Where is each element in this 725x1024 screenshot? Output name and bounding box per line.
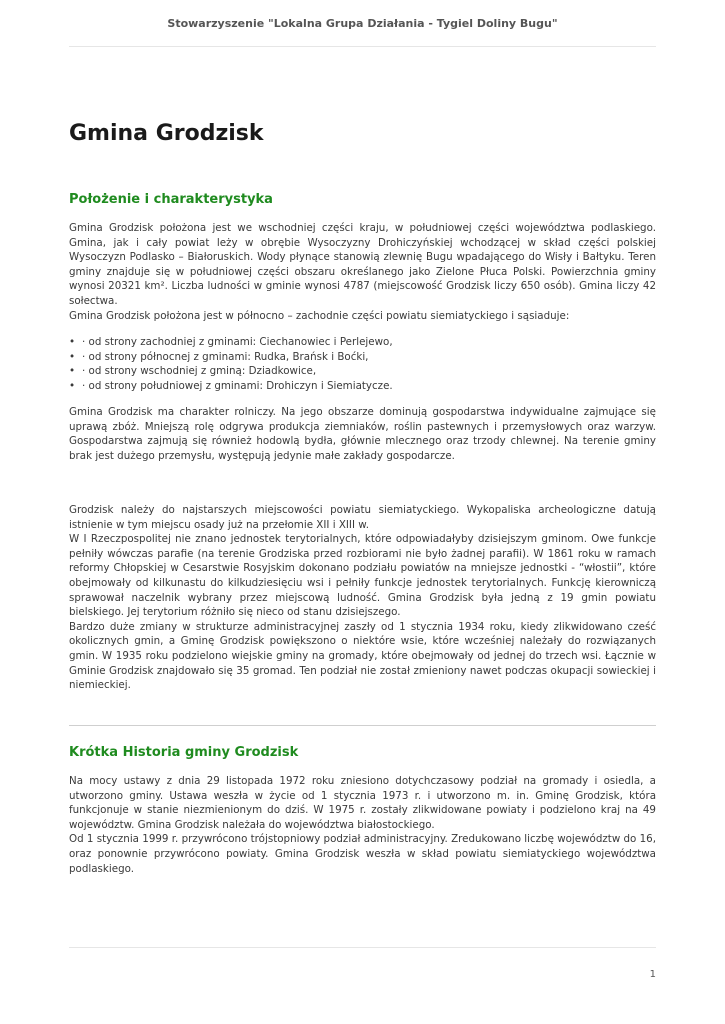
list-item-text: · od strony północnej z gminami: Rudka, Brańsk i Boćki, <box>82 350 369 363</box>
paragraph-line: W I Rzeczpospolitej nie znano jednostek terytorialnych, które odpowiadałyby dzisiejszym gminom. Owe funkcje pełniły wówczas parafie (na terenie Grodziska przed rozbiorami nie było żadnej parafii). W 1861 roku w ramach reformy Chłopskiej w Cesarstwie Rosyjskim dokonano podziału powiatów na mniejsze jednostki - “włostii”, które obejmowały od kilkunastu do kilkudziesięciu wsi i pełniły funkcje jednostek terytorialnych. Funkcję kierowniczą sprawował naczelnik wybrany przez miejscową ludność. Gmina Grodzisk była jedną z 19 gmin powiatu bielskiego. Jej terytorium różniło się nieco od stanu dzisiejszego. <box>69 533 656 619</box>
list-item-text: · od strony południowej z gminami: Drohiczyn i Siemiatycze. <box>82 379 393 392</box>
document-title: Gmina Grodzisk <box>69 121 264 146</box>
list-item <box>69 364 656 379</box>
list-item-text: · od strony wschodniej z gminą: Dziadkowice, <box>82 365 317 378</box>
paragraph-location <box>69 221 656 309</box>
bullet-icon: • <box>69 350 76 363</box>
header-divider <box>69 46 656 47</box>
paragraph-neighbours-intro <box>69 309 656 324</box>
paragraph-line: Grodzisk należy do najstarszych miejscowości powiatu siemiatyckiego. Wykopaliska archeologiczne datują istnienie w tym miejscu osady już na przełomie XII i XIII w. <box>69 504 656 531</box>
paragraph-text: Gmina Grodzisk położona jest we wschodniej części kraju, w południowej części województwa podlaskiego. Gmina, jak i cały powiat leży w obrębie Wysoczyzny Drohiczyńskiej wchodzącej w skład części polskiej Wysoczyzn Podlasko – Białoruskich. Wody płynące stanowią zlewnię Bugu wpadającego do Wisły i Bałtyku. Teren gminy znajduje się w południowej części obszaru określanego jako Zielone Płuca Polski. Powierzchnia gminy wynosi 20321 km². Liczba ludności w gminie wynosi 4787 (miejscowość Grodzisk liczy 650 osób). Gmina liczy 42 sołectwa. <box>69 222 656 307</box>
section-heading-location: Położenie i charakterystyka <box>69 192 273 207</box>
paragraph-line: Od 1 stycznia 1999 r. przywrócono trójstopniowy podział administracyjny. Zredukowano liczbę województw do 16, oraz ponownie przywrócono powiaty. Gmina Grodzisk weszła w skład powiatu siemiatyckiego województwa podlaskiego. <box>69 833 656 875</box>
paragraph-text: Gmina Grodzisk ma charakter rolniczy. Na jego obszarze dominują gospodarstwa indywidualne zajmujące się uprawą zbóż. Mniejszą rolę odgrywa produkcja ziemniaków, roślin pastewnych i przemysłowych oraz warzyw. Gospodarstwa zajmują się również hodowlą bydła, głównie mlecznego oraz trzody chlewnej. Na terenie gminy brak jest dużego przemysłu, występują jedynie małe zakłady gospodarcze. <box>69 406 656 462</box>
paragraph-line: Na mocy ustawy z dnia 29 listopada 1972 roku zniesiono dotychczasowy podział na gromady i osiedla, a utworzono gminy. Ustawa weszła w życie od 1 stycznia 1973 r. i utworzono m. in. Gminę Grodzisk, która funkcjonuje w stanie niezmienionym do dziś. W 1975 r. zostały zlikwidowane powiaty i podzielono kraj na 49 województw. Gmina Grodzisk należała do województwa białostockiego. <box>69 775 656 831</box>
section-heading-history: Krótka Historia gminy Grodzisk <box>69 745 299 760</box>
page-header: Stowarzyszenie "Lokalna Grupa Działania - Tygiel Doliny Bugu" <box>167 17 558 30</box>
neighbours-list <box>69 335 656 393</box>
paragraph-line: Bardzo duże zmiany w strukturze administracyjnej zaszły od 1 stycznia 1934 roku, kiedy zlikwidowano cześć okolicznych gmin, a Gminę Grodzisk powiększono o niektóre wsie, które wcześniej należały do rozwiązanych gmin. W 1935 roku podzielono wiejskie gminy na gromady, które obejmowały od jednej do trzech wsi. Łącznie w Gminie Grodzisk znajdowało się 35 gromad. Ten podział nie został zmieniony nawet podczas okupacji sowieckiej i niemieckiej. <box>69 620 656 692</box>
bullet-icon: • <box>69 379 76 392</box>
section-divider <box>69 725 656 726</box>
footer-divider <box>69 947 656 948</box>
paragraph-short-history <box>69 774 656 876</box>
paragraph-history <box>69 503 656 693</box>
bullet-icon: • <box>69 365 76 378</box>
bullet-icon: • <box>69 336 76 348</box>
list-item-text: · od strony zachodniej z gminami: Ciechanowiec i Perlejewo, <box>82 336 393 348</box>
list-item <box>69 350 656 365</box>
list-item <box>69 335 656 350</box>
page-number: 1 <box>649 969 656 980</box>
paragraph-agriculture <box>69 405 656 463</box>
paragraph-text: Gmina Grodzisk położona jest w północno – zachodnie części powiatu siemiatyckiego i sąsiaduje: <box>69 310 570 322</box>
list-item <box>69 379 656 394</box>
